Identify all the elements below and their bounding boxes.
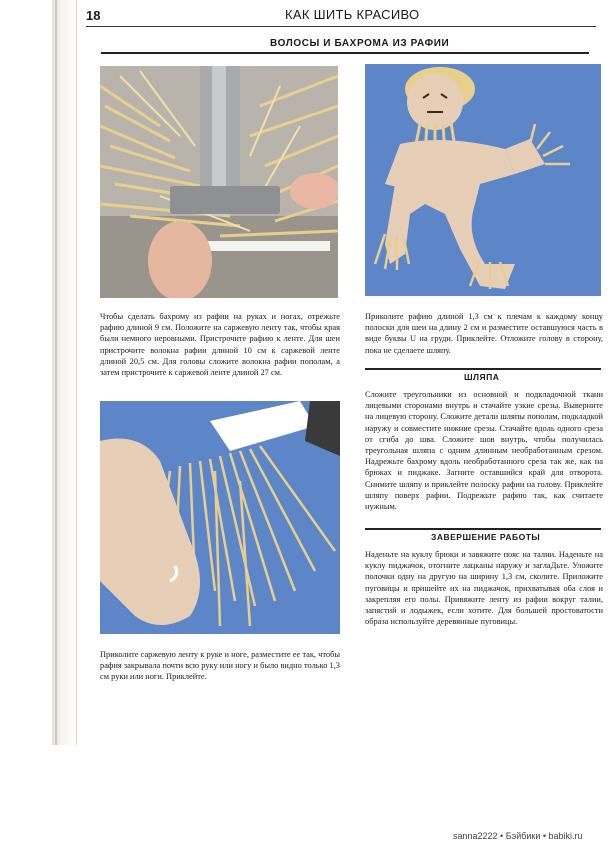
book-binding-line bbox=[55, 0, 57, 745]
page-number: 18 bbox=[86, 8, 101, 23]
limb-caption: Приколите саржевую ленту к руке и ноге, разместите ее так, чтобы рафия закрывала почти всю руку или ногу и было видно только 1,3 см руки или ноги. Приклейте. bbox=[100, 650, 340, 682]
section-title: ВОЛОСЫ И БАХРОМА ИЗ РАФИИ bbox=[270, 38, 450, 49]
finish-section-rule bbox=[365, 528, 601, 530]
sewing-caption: Чтобы сделать бахрому из рафии на руках и ногах, отрежьте рафию длиной 9 см. Положите на саржевую ленту так, чтобы края были немного неровными. Пристрочите рафию к ленте. Для шеи пристрочите волокна рафии длиной 10 см к саржевой ленте длиной 20,5 см. Для головы сложите волокна рафии пополам, а затем пристрочите к саржевой ленте длиной 27 см. bbox=[100, 312, 340, 378]
raffia-doll-photo bbox=[365, 64, 601, 296]
running-header: КАК ШИТЬ КРАСИВО bbox=[285, 7, 420, 22]
header-rule bbox=[86, 26, 596, 27]
doll-caption: Приколите рафию длиной 1,3 см к плечам к каждому концу полоски для шеи на длину 2 см и разместите оставшуюся часть в виде буквы U на груди. Приклейте. Отложите голову в сторону, пока не сделаете шляпу. bbox=[365, 312, 603, 355]
hat-section-text: Сложите треугольники из основной и подкладочной ткани лицевыми сторонами внутрь и стачайте узкие срезы. Выверните на лицевую сторону. Сложите детали шляпы пополам, подкладкой наружу и совместите нижние срезы. Стачайте вдоль одного среза от сгиба до шва. Сложите шов внутрь, чтобы получилась треугольная шляпа с одним длинным необработанным срезом. Надрежьте бахрому вдоль необработанного среза так же, как на брюках и пиджаке. Загните оставшийся край для отворота. Снимите шляпу и приклейте полоску рафии на голову. Приклейте шляпу поверх рафии. Подрежьте рафию так, как считаете нужным. bbox=[365, 390, 603, 512]
hat-section-title: ШЛЯПА bbox=[464, 372, 500, 382]
doll-limb-photo bbox=[100, 401, 340, 634]
section-rule bbox=[101, 52, 589, 54]
finish-section-title: ЗАВЕРШЕНИЕ РАБОТЫ bbox=[431, 532, 541, 542]
image-credit: sanna2222 • Бэйбики • babiki.ru bbox=[453, 831, 583, 841]
hat-section-rule bbox=[365, 368, 601, 370]
sewing-machine-photo bbox=[100, 66, 338, 298]
finish-section-text: Наденьте на куклу брюки и завяжите пояс на талии. Наденьте на куклу пиджачок, отогните лацканы наружу и заглаДьте. Уложите полочки одну на другую на ширину 1,3 см, сколите. Приложите пуговицы и пришейте их на пиджачок, прихватывая оба слоя и закрепляя его полы. Привяжите ленту из рафии вокруг талии, запястий и лодыжек, если хотите. Для большей простоватости образа используйте деревянные пуговицы. bbox=[365, 550, 603, 627]
